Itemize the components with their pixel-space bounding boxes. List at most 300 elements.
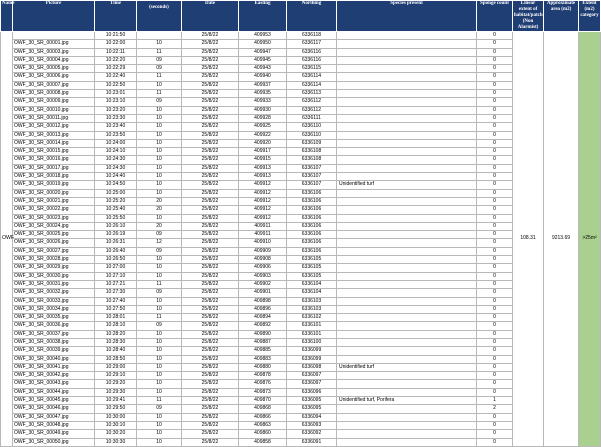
col-header-seconds: (seconds) xyxy=(137,1,182,32)
cell-date: 25/8/22 xyxy=(182,98,239,106)
cell-time: 10:23:20 xyxy=(95,106,137,114)
cell-cnt: 0 xyxy=(477,156,513,164)
cell-e: 409873 xyxy=(239,388,287,396)
cell-e: 409913 xyxy=(239,173,287,181)
cell-cnt: 0 xyxy=(477,330,513,338)
cell-sec: 10 xyxy=(137,264,182,272)
cell-date: 25/8/22 xyxy=(182,48,239,56)
cell-e: 409903 xyxy=(239,272,287,280)
cell-sp xyxy=(337,256,477,264)
cell-e: 409860 xyxy=(239,430,287,438)
cell-date: 25/8/22 xyxy=(182,421,239,429)
cell-sp xyxy=(337,338,477,346)
col-header-picture: Picture xyxy=(13,1,95,32)
cell-n: 6336103 xyxy=(287,297,337,305)
cell-pic: OWF_30_SR_00003.jpg xyxy=(13,48,95,56)
cell-sec: 10 xyxy=(137,363,182,371)
cell-sp xyxy=(337,156,477,164)
cell-time: 10:26:40 xyxy=(95,247,137,255)
cell-date: 25/8/22 xyxy=(182,347,239,355)
cell-e: 409901 xyxy=(239,289,287,297)
cell-n: 6336106 xyxy=(287,189,337,197)
cell-date: 25/8/22 xyxy=(182,397,239,405)
cell-e: 409912 xyxy=(239,214,287,222)
cell-sec: 20 xyxy=(137,206,182,214)
table-row xyxy=(1,305,601,313)
table-row xyxy=(1,388,601,396)
cell-e: 409911 xyxy=(239,222,287,230)
cell-sp xyxy=(337,347,477,355)
cell-cnt: 0 xyxy=(477,272,513,280)
cell-e: 409909 xyxy=(239,247,287,255)
cell-time: 10:24:50 xyxy=(95,181,137,189)
cell-sp xyxy=(337,289,477,297)
cell-date: 25/8/22 xyxy=(182,355,239,363)
table-row xyxy=(1,189,601,197)
cell-pic: OWF_30_SR_00040.jpg xyxy=(13,355,95,363)
cell-n: 6336118 xyxy=(287,32,337,40)
table-row xyxy=(1,98,601,106)
table-row xyxy=(1,131,601,139)
col-header-sponge-count: Sponge count xyxy=(477,1,513,32)
cell-pic: OWF_30_SR_00045.jpg xyxy=(13,397,95,405)
cell-sec: 10 xyxy=(137,272,182,280)
cell-pic: OWF_30_SR_00014.jpg xyxy=(13,139,95,147)
cell-sec: 10 xyxy=(137,338,182,346)
cell-date: 25/8/22 xyxy=(182,256,239,264)
table-row xyxy=(1,65,601,73)
cell-date: 25/8/22 xyxy=(182,32,239,40)
cell-sp xyxy=(337,56,477,64)
cell-e: 409913 xyxy=(239,164,287,172)
cell-time: 10:28:20 xyxy=(95,330,137,338)
cell-date: 25/8/22 xyxy=(182,438,239,446)
cell-pic: OWF_30_SR_00017.jpg xyxy=(13,164,95,172)
cell-date: 25/8/22 xyxy=(182,305,239,313)
cell-e: 409896 xyxy=(239,305,287,313)
cell-sec: 10 xyxy=(137,131,182,139)
cell-sec: 10 xyxy=(137,181,182,189)
cell-time: 10:24:10 xyxy=(95,148,137,156)
table-row xyxy=(1,239,601,247)
cell-pic: OWF_30_SR_00019.jpg xyxy=(13,181,95,189)
cell-time: 10:30:00 xyxy=(95,413,137,421)
cell-n: 6336105 xyxy=(287,264,337,272)
cell-time: 10:23:40 xyxy=(95,123,137,131)
cell-pic: OWF_30_SR_00022.jpg xyxy=(13,206,95,214)
cell-time: 10:28:10 xyxy=(95,322,137,330)
col-header-easting: Easting xyxy=(239,1,287,32)
cell-cnt: 2 xyxy=(477,405,513,413)
cell-time: 10:22:11 xyxy=(95,48,137,56)
cell-n: 6336106 xyxy=(287,231,337,239)
cell-date: 25/8/22 xyxy=(182,131,239,139)
table-row xyxy=(1,372,601,380)
cell-pic: OWF_30_SR_00005.jpg xyxy=(13,65,95,73)
col-header-date: Date xyxy=(182,1,239,32)
cell-pic: OWF_30_SR_00027.jpg xyxy=(13,247,95,255)
cell-date: 25/8/22 xyxy=(182,338,239,346)
table-row xyxy=(1,247,601,255)
cell-date: 25/8/22 xyxy=(182,413,239,421)
cell-time: 10:27:00 xyxy=(95,264,137,272)
cell-pic: OWF_30_SR_00026.jpg xyxy=(13,239,95,247)
cell-sec: 10 xyxy=(137,380,182,388)
cell-n: 6336107 xyxy=(287,181,337,189)
cell-pic: OWF_30_SR_00007.jpg xyxy=(13,81,95,89)
cell-sp xyxy=(337,239,477,247)
cell-cnt: 0 xyxy=(477,289,513,297)
cell-e: 409925 xyxy=(239,123,287,131)
cell-n: 6336108 xyxy=(287,156,337,164)
table-row xyxy=(1,363,601,371)
cell-sec xyxy=(137,32,182,40)
table-row xyxy=(1,56,601,64)
table-row xyxy=(1,330,601,338)
cell-cnt: 0 xyxy=(477,56,513,64)
cell-cnt: 0 xyxy=(477,421,513,429)
table-row xyxy=(1,40,601,48)
cell-sp xyxy=(337,322,477,330)
cell-sec: 10 xyxy=(137,156,182,164)
table-row xyxy=(1,156,601,164)
cell-date: 25/8/22 xyxy=(182,106,239,114)
cell-cnt: 0 xyxy=(477,372,513,380)
cell-sec: 10 xyxy=(137,372,182,380)
cell-sec: 10 xyxy=(137,355,182,363)
cell-sec: 10 xyxy=(137,81,182,89)
cell-cnt: 0 xyxy=(477,305,513,313)
cell-cnt: 0 xyxy=(477,314,513,322)
cell-sec: 09 xyxy=(137,98,182,106)
cell-e: 409915 xyxy=(239,156,287,164)
cell-sp xyxy=(337,388,477,396)
cell-date: 25/8/22 xyxy=(182,148,239,156)
cell-cnt: 0 xyxy=(477,222,513,230)
cell-e: 409868 xyxy=(239,405,287,413)
cell-date: 25/8/22 xyxy=(182,40,239,48)
cell-pic: OWF_30_SR_00044.jpg xyxy=(13,388,95,396)
cell-sec: 10 xyxy=(137,297,182,305)
cell-date: 25/8/22 xyxy=(182,164,239,172)
cell-time: 10:22:20 xyxy=(95,56,137,64)
cell-sec: 09 xyxy=(137,65,182,73)
cell-e: 409866 xyxy=(239,413,287,421)
cell-cnt: 0 xyxy=(477,438,513,446)
cell-sec: 10 xyxy=(137,148,182,156)
cell-sp xyxy=(337,305,477,313)
cell-cnt: 0 xyxy=(477,322,513,330)
cell-date: 25/8/22 xyxy=(182,73,239,81)
cell-cnt: 0 xyxy=(477,40,513,48)
cell-cnt: 0 xyxy=(477,81,513,89)
cell-cnt: 0 xyxy=(477,338,513,346)
cell-cnt: 0 xyxy=(477,65,513,73)
cell-cnt: 0 xyxy=(477,73,513,81)
table-row xyxy=(1,430,601,438)
cell-time: 10:29:50 xyxy=(95,405,137,413)
cell-sec: 11 xyxy=(137,280,182,288)
cell-date: 25/8/22 xyxy=(182,222,239,230)
table-row xyxy=(1,81,601,89)
cell-cnt: 0 xyxy=(477,256,513,264)
cell-pic: OWF_30_SR_00049.jpg xyxy=(13,430,95,438)
table-row xyxy=(1,397,601,405)
cell-time: 10:25:40 xyxy=(95,206,137,214)
cell-time: 10:24:30 xyxy=(95,164,137,172)
site-name-cell: OWF xyxy=(1,32,13,447)
cell-sec: 10 xyxy=(137,413,182,421)
cell-pic: OWF_30_SR_00042.jpg xyxy=(13,372,95,380)
cell-cnt: 0 xyxy=(477,231,513,239)
cell-n: 6336112 xyxy=(287,106,337,114)
cell-sec: 11 xyxy=(137,73,182,81)
table-row xyxy=(1,114,601,122)
cell-e: 409937 xyxy=(239,81,287,89)
cell-cnt: 0 xyxy=(477,164,513,172)
cell-cnt: 0 xyxy=(477,239,513,247)
cell-n: 6336100 xyxy=(287,338,337,346)
cell-time: 10:29:10 xyxy=(95,372,137,380)
col-header-species: Species present xyxy=(337,1,477,32)
cell-date: 25/8/22 xyxy=(182,139,239,147)
cell-time: 10:29:41 xyxy=(95,397,137,405)
cell-cnt: 0 xyxy=(477,388,513,396)
cell-e: 409935 xyxy=(239,90,287,98)
cell-time: 10:30:10 xyxy=(95,421,137,429)
cell-date: 25/8/22 xyxy=(182,214,239,222)
cell-n: 6336104 xyxy=(287,280,337,288)
cell-sec: 11 xyxy=(137,90,182,98)
cell-sec: 12 xyxy=(137,239,182,247)
cell-cnt: 0 xyxy=(477,380,513,388)
cell-sp xyxy=(337,372,477,380)
cell-sp xyxy=(337,32,477,40)
cell-time: 10:27:40 xyxy=(95,297,137,305)
cell-date: 25/8/22 xyxy=(182,264,239,272)
cell-sp xyxy=(337,405,477,413)
extent-category-cell: >25m² xyxy=(579,32,601,447)
cell-sp xyxy=(337,438,477,446)
cell-pic: OWF_30_SR_00018.jpg xyxy=(13,173,95,181)
cell-cnt: 0 xyxy=(477,297,513,305)
cell-time: 10:28:01 xyxy=(95,314,137,322)
cell-e: 409876 xyxy=(239,380,287,388)
cell-sec: 10 xyxy=(137,173,182,181)
cell-sp xyxy=(337,280,477,288)
cell-n: 6336111 xyxy=(287,114,337,122)
cell-n: 6336106 xyxy=(287,197,337,205)
cell-n: 6336101 xyxy=(287,322,337,330)
cell-sp xyxy=(337,106,477,114)
cell-n: 6336106 xyxy=(287,247,337,255)
cell-n: 6336099 xyxy=(287,347,337,355)
cell-n: 6336114 xyxy=(287,73,337,81)
cell-date: 25/8/22 xyxy=(182,272,239,280)
cell-cnt: 0 xyxy=(477,413,513,421)
col-header-name: Name xyxy=(1,1,13,32)
cell-date: 25/8/22 xyxy=(182,206,239,214)
cell-n: 6336096 xyxy=(287,388,337,396)
col-header-time: Time xyxy=(95,1,137,32)
cell-time: 10:22:50 xyxy=(95,81,137,89)
cell-pic: OWF_30_SR_00020.jpg xyxy=(13,189,95,197)
cell-pic: OWF_30_SR_00011.jpg xyxy=(13,114,95,122)
table-row xyxy=(1,139,601,147)
cell-e: 409930 xyxy=(239,106,287,114)
cell-pic: OWF_30_SR_00046.jpg xyxy=(13,405,95,413)
cell-pic: OWF_30_SR_00013.jpg xyxy=(13,131,95,139)
cell-sp xyxy=(337,247,477,255)
cell-sp xyxy=(337,430,477,438)
cell-e: 409953 xyxy=(239,32,287,40)
table-row xyxy=(1,322,601,330)
cell-n: 6336114 xyxy=(287,81,337,89)
cell-date: 25/8/22 xyxy=(182,189,239,197)
cell-cnt: 0 xyxy=(477,214,513,222)
cell-time: 10:23:01 xyxy=(95,90,137,98)
cell-sp xyxy=(337,90,477,98)
cell-time: 10:27:50 xyxy=(95,305,137,313)
cell-sp xyxy=(337,421,477,429)
cell-e: 409885 xyxy=(239,347,287,355)
table-row xyxy=(1,380,601,388)
cell-n: 6336105 xyxy=(287,256,337,264)
cell-sp xyxy=(337,314,477,322)
cell-e: 409906 xyxy=(239,264,287,272)
cell-sp xyxy=(337,330,477,338)
cell-e: 409928 xyxy=(239,114,287,122)
cell-sec: 10 xyxy=(137,164,182,172)
cell-date: 25/8/22 xyxy=(182,56,239,64)
cell-sec: 10 xyxy=(137,305,182,313)
cell-e: 409947 xyxy=(239,48,287,56)
cell-pic: OWF_30_SR_00009.jpg xyxy=(13,98,95,106)
cell-sec: 10 xyxy=(137,106,182,114)
cell-pic: OWF_30_SR_00029.jpg xyxy=(13,264,95,272)
table-row xyxy=(1,421,601,429)
cell-cnt: 0 xyxy=(477,264,513,272)
cell-pic: OWF_30_SR_00041.jpg xyxy=(13,363,95,371)
cell-e: 409943 xyxy=(239,65,287,73)
cell-sec: 09 xyxy=(137,405,182,413)
cell-e: 409908 xyxy=(239,256,287,264)
cell-cnt: 0 xyxy=(477,363,513,371)
cell-date: 25/8/22 xyxy=(182,239,239,247)
cell-pic: OWF_30_SR_00006.jpg xyxy=(13,73,95,81)
table-row xyxy=(1,173,601,181)
cell-sec: 10 xyxy=(137,330,182,338)
cell-date: 25/8/22 xyxy=(182,380,239,388)
cell-pic: OWF_30_SR_00004.jpg xyxy=(13,56,95,64)
col-header-linear-extent: Linear extent of habitat/patch (Non Alarmist) xyxy=(514,1,543,30)
cell-time: 10:25:00 xyxy=(95,189,137,197)
cell-pic: OWF_30_SR_00032.jpg xyxy=(13,289,95,297)
cell-e: 409912 xyxy=(239,189,287,197)
table-row xyxy=(1,413,601,421)
cell-time: 10:25:50 xyxy=(95,214,137,222)
cell-date: 25/8/22 xyxy=(182,231,239,239)
cell-n: 6336097 xyxy=(287,372,337,380)
cell-n: 6336105 xyxy=(287,272,337,280)
table-row xyxy=(1,256,601,264)
table-row xyxy=(1,148,601,156)
cell-pic: OWF_30_SR_00050.jpg xyxy=(13,438,95,446)
cell-sp xyxy=(337,48,477,56)
cell-n: 6336110 xyxy=(287,123,337,131)
cell-n: 6336094 xyxy=(287,413,337,421)
cell-sp: Unidentified turf, Porifera xyxy=(337,397,477,405)
cell-n: 6336106 xyxy=(287,222,337,230)
cell-sp xyxy=(337,131,477,139)
cell-cnt: 0 xyxy=(477,90,513,98)
cell-time: 10:23:10 xyxy=(95,98,137,106)
cell-pic: OWF_30_SR_00016.jpg xyxy=(13,156,95,164)
cell-n: 6336116 xyxy=(287,48,337,56)
cell-n: 6336107 xyxy=(287,164,337,172)
cell-time: 10:24:30 xyxy=(95,156,137,164)
cell-sp xyxy=(337,123,477,131)
cell-n: 6336103 xyxy=(287,305,337,313)
cell-e: 409950 xyxy=(239,40,287,48)
table-row xyxy=(1,214,601,222)
cell-pic: OWF_30_SR_00021.jpg xyxy=(13,197,95,205)
cell-sec: 09 xyxy=(137,247,182,255)
cell-cnt: 0 xyxy=(477,131,513,139)
cell-pic: OWF_30_SR_00015.jpg xyxy=(13,148,95,156)
cell-n: 6336117 xyxy=(287,40,337,48)
table-row xyxy=(1,264,601,272)
cell-time: 10:30:30 xyxy=(95,438,137,446)
cell-time: 10:25:20 xyxy=(95,197,137,205)
table-row xyxy=(1,90,601,98)
cell-pic: OWF_30_SR_00035.jpg xyxy=(13,314,95,322)
header-row xyxy=(1,1,601,32)
cell-e: 409912 xyxy=(239,181,287,189)
cell-time: 10:29:30 xyxy=(95,388,137,396)
cell-time: 10:27:10 xyxy=(95,272,137,280)
cell-pic: OWF_30_SR_00008.jpg xyxy=(13,90,95,98)
table-row xyxy=(1,289,601,297)
cell-time: 10:28:30 xyxy=(95,338,137,346)
linear-extent-cell: 108.31 xyxy=(513,32,544,447)
cell-cnt: 0 xyxy=(477,280,513,288)
cell-date: 25/8/22 xyxy=(182,197,239,205)
table-row xyxy=(1,206,601,214)
cell-sec: 09 xyxy=(137,289,182,297)
cell-sp xyxy=(337,164,477,172)
cell-pic: OWF_30_SR_00012.jpg xyxy=(13,123,95,131)
cell-date: 25/8/22 xyxy=(182,81,239,89)
cell-sp: Unidentified turf xyxy=(337,181,477,189)
table-body xyxy=(1,32,601,447)
cell-e: 409898 xyxy=(239,297,287,305)
table-row xyxy=(1,280,601,288)
cell-e: 409945 xyxy=(239,56,287,64)
cell-n: 6336102 xyxy=(287,314,337,322)
cell-sec: 11 xyxy=(137,397,182,405)
cell-sec: 11 xyxy=(137,48,182,56)
table-row xyxy=(1,48,601,56)
table-row xyxy=(1,438,601,446)
cell-n: 6336109 xyxy=(287,139,337,147)
table-row xyxy=(1,338,601,346)
cell-pic: OWF_30_SR_00036.jpg xyxy=(13,322,95,330)
cell-e: 409911 xyxy=(239,231,287,239)
cell-n: 6336091 xyxy=(287,438,337,446)
table-row xyxy=(1,297,601,305)
cell-time: 10:22:29 xyxy=(95,65,137,73)
